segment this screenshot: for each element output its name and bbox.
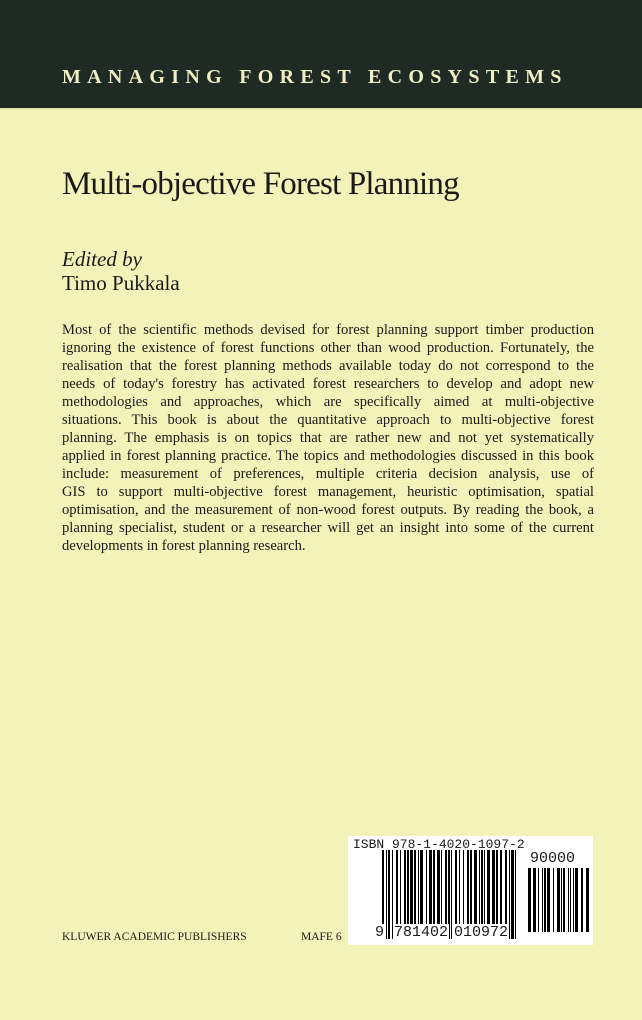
- barcode-bar: [570, 868, 571, 932]
- barcode-bar: [509, 850, 510, 939]
- series-title: MANAGING FOREST ECOSYSTEMS: [62, 66, 568, 88]
- barcode-first-digit: 9: [375, 924, 385, 941]
- barcode-bar: [547, 868, 550, 932]
- book-title: Multi-objective Forest Planning: [62, 166, 459, 202]
- blurb-line: situations. This book is about the quantitative approach to multi-objective forest: [62, 412, 594, 428]
- barcode-bar: [568, 868, 569, 932]
- barcode-bar: [511, 850, 514, 939]
- barcode-bar: [451, 850, 452, 939]
- publisher: KLUWER ACADEMIC PUBLISHERS: [62, 931, 247, 943]
- barcode-bar: [561, 868, 562, 932]
- barcode-group-1: 781402: [394, 924, 449, 941]
- blurb-line: applied in forest planning practice. The topics and methodologies discussed in this book: [62, 448, 594, 464]
- barcode-bar: [563, 868, 565, 932]
- barcode-bar: [573, 868, 574, 932]
- edited-by-label: Edited by: [62, 247, 142, 271]
- blurb-line: include: measurement of preferences, multiple criteria decision analysis, use of: [62, 466, 594, 482]
- barcode-bar: [586, 868, 589, 932]
- blurb-line: planning specialist, student or a researcher will get an insight into some of the current: [62, 520, 594, 536]
- blurb-line: Most of the scientific methods devised for forest planning support timber production: [62, 322, 594, 338]
- barcode-bar: [538, 868, 539, 932]
- series-band: [0, 0, 642, 110]
- series-number: MAFE 6: [301, 931, 342, 943]
- barcode-group-2: 010972: [454, 924, 509, 941]
- blurb-line: methodologies and approaches, which are specifically aimed at multi-objective: [62, 394, 594, 410]
- barcode-bar: [557, 868, 560, 932]
- barcode-bar: [553, 868, 554, 932]
- blurb-line: needs of today's forestry has activated forest researchers to develop and adopt new: [62, 376, 594, 392]
- barcode-bar: [544, 868, 546, 932]
- barcode-bar: [581, 868, 583, 932]
- barcode-bar: [533, 868, 536, 932]
- blurb-paragraph: [62, 321, 594, 555]
- barcode-bar: [388, 850, 390, 939]
- addon-number: 90000: [530, 850, 576, 867]
- blurb-line: optimisation, and the measurement of non-wood forest outputs. By reading the book, a: [62, 502, 594, 518]
- blurb-line: planning. The emphasis is on topics that are rather new and not yet systematically: [62, 430, 594, 446]
- barcode-bar: [386, 850, 387, 939]
- editor-name: Timo Pukkala: [62, 271, 180, 295]
- isbn-text: ISBN 978-1-4020-1097-2: [353, 837, 525, 852]
- barcode-bar: [542, 868, 543, 932]
- blurb-line: GIS to support multi-objective forest management, heuristic optimisation, spatial: [62, 484, 594, 500]
- blurb-line: ignoring the existence of forest functions other than wood production. Fortunately, the: [62, 340, 594, 356]
- barcode-bar: [575, 868, 578, 932]
- blurb-line: developments in forest planning research.: [62, 538, 306, 554]
- isbn-barcode: [348, 836, 593, 945]
- barcode-bar: [515, 850, 516, 939]
- blurb-line: realisation that the forest planning methods available today do not correspond to the: [62, 358, 594, 374]
- barcode-bar: [528, 868, 531, 932]
